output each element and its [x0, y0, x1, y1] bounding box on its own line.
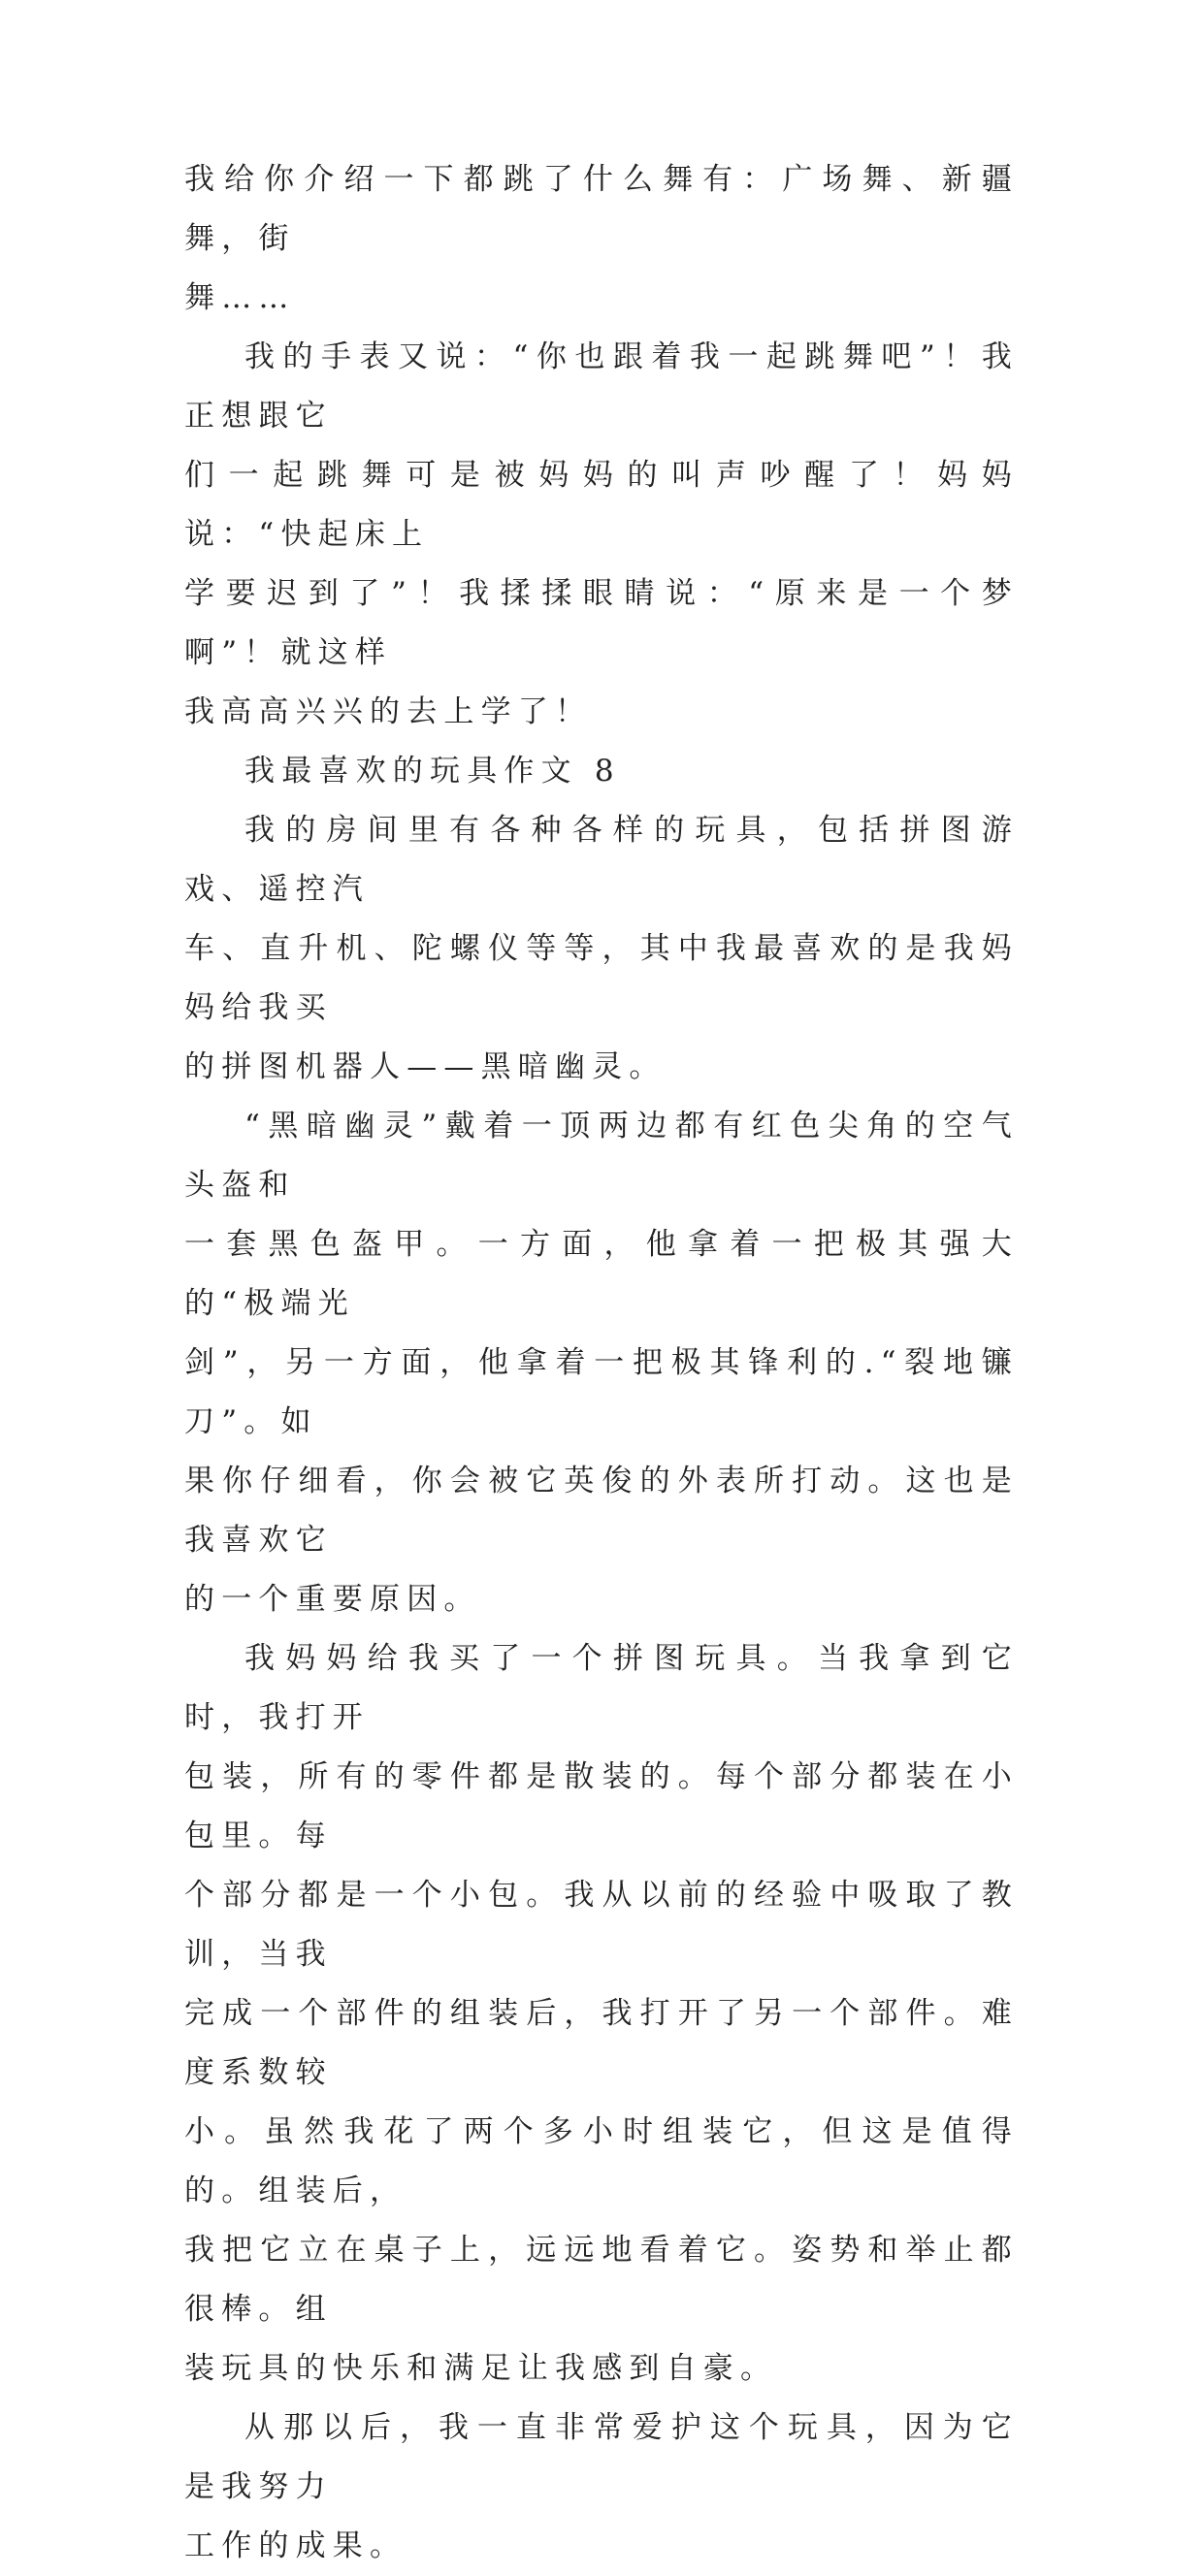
- paragraph-assembly: 我妈妈给我买了一个拼图玩具。当我拿到它时，我打开 包装，所有的零件都是散装的。每个部分都装在小包里。每 个部分都是一个小包。我从以前的经验中吸取了教训，当我 完成一个部件的组装后，我打开了另一个部件。难度系数较 小。虽然我花了两个多小时组装它，但这是值得的。组装后， 我把它立在桌子上，远远地看着它。姿势和举止都很棒。组 装玩具的快乐和满足让我感到自豪。: [184, 1641, 1019, 2386]
- paragraph-watch-dream: 我的手表又说：“你也跟着我一起跳舞吧”！我正想跟它 们一起跳舞可是被妈妈的叫声吵醒了！妈妈说：“快起床上 学要迟到了”！我揉揉眼睛说：“原来是一个梦啊”！就这样 我高高兴兴的去上学了！: [184, 339, 1019, 729]
- document-body: [184, 150, 1019, 2576]
- essay-title: 我最喜欢的玩具作文 8: [244, 754, 621, 789]
- paragraph-toys-intro: 我的房间里有各种各样的玩具，包括拼图游戏、遥控汽 车、直升机、陀螺仪等等，其中我最喜欢的是我妈妈给我买 的拼图机器人——黑暗幽灵。: [184, 813, 1019, 1084]
- paragraph-dance-list: 我给你介绍一下都跳了什么舞有：广场舞、新疆舞，街 舞……: [184, 162, 1019, 315]
- paragraph-robot-description: “黑暗幽灵”戴着一顶两边都有红色尖角的空气头盔和 一套黑色盔甲。一方面，他拿着一把极其强大的“极端光 剑”，另一方面，他拿着一把极其锋利的.“裂地镰刀”。如 果你仔细看，你会被它英俊的外表所打动。这也是我喜欢它 的一个重要原因。: [184, 1109, 1019, 1617]
- paragraph-conclusion: 从那以后，我一直非常爱护这个玩具，因为它是我努力 工作的成果。: [184, 2410, 1019, 2563]
